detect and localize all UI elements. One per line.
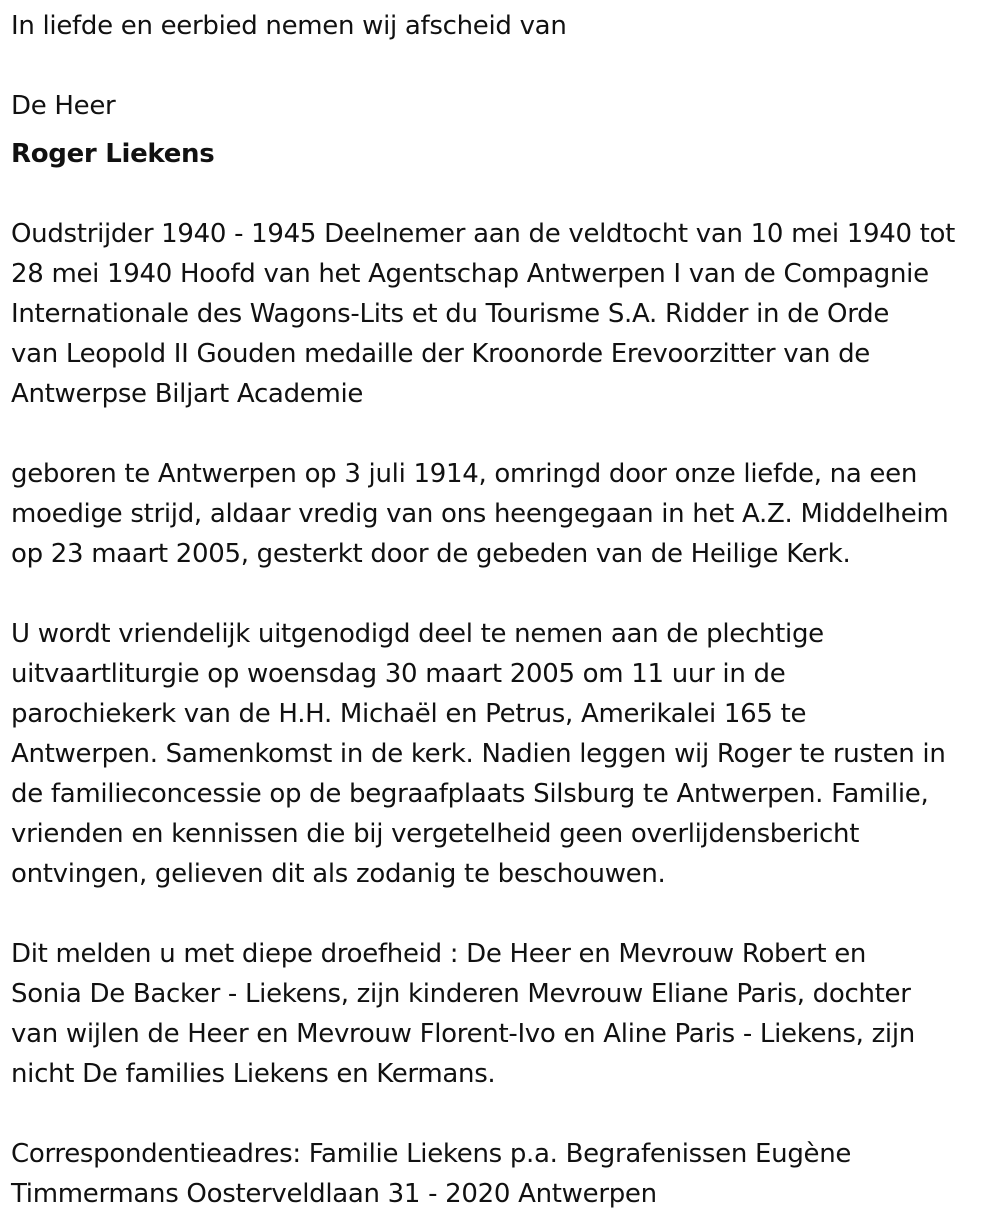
honors-line: Antwerpse Biljart Academie [11, 379, 364, 409]
invitation-line: uitvaartliturgie op woensdag 30 maart 2005 om 11 uur in de [11, 659, 786, 689]
correspondence-line: Timmermans Oosterveldlaan 31 - 2020 Antwerpen [11, 1179, 657, 1209]
birth-death-line: op 23 maart 2005, gesterkt door de gebeden van de Heilige Kerk. [11, 539, 851, 569]
intro-text: In liefde en eerbied nemen wij afscheid van [11, 11, 567, 41]
announcers-line: Dit melden u met diepe droefheid : De Heer en Mevrouw Robert en [11, 939, 867, 969]
correspondence-line: Correspondentieadres: Familie Liekens p.a. Begrafenissen Eugène [11, 1139, 852, 1169]
invitation-line: de familieconcessie op de begraafplaats Silsburg te Antwerpen. Familie, [11, 779, 929, 809]
announcers-line: van wijlen de Heer en Mevrouw Florent-Ivo en Aline Paris - Liekens, zijn [11, 1019, 915, 1049]
announcers-line: Sonia De Backer - Liekens, zijn kinderen Mevrouw Eliane Paris, dochter [11, 979, 911, 1009]
invitation-line: vrienden en kennissen die bij vergetelheid geen overlijdensbericht [11, 819, 860, 849]
invitation-line: U wordt vriendelijk uitgenodigd deel te nemen aan de plechtige [11, 619, 824, 649]
invitation-line: Antwerpen. Samenkomst in de kerk. Nadien leggen wij Roger te rusten in [11, 739, 946, 769]
announcers-line: nicht De families Liekens en Kermans. [11, 1059, 496, 1089]
birth-death-line: geboren te Antwerpen op 3 juli 1914, omringd door onze liefde, na een [11, 459, 918, 489]
deceased-name: Roger Liekens [11, 139, 215, 169]
honors-line: Internationale des Wagons-Lits et du Tourisme S.A. Ridder in de Orde [11, 299, 890, 329]
honors-line: van Leopold II Gouden medaille der Kroonorde Erevoorzitter van de [11, 339, 870, 369]
title-prefix: De Heer [11, 91, 116, 121]
invitation-line: parochiekerk van de H.H. Michaël en Petrus, Amerikalei 165 te [11, 699, 807, 729]
birth-death-line: moedige strijd, aldaar vredig van ons heengegaan in het A.Z. Middelheim [11, 499, 949, 529]
honors-line: 28 mei 1940 Hoofd van het Agentschap Antwerpen I van de Compagnie [11, 259, 929, 289]
honors-line: Oudstrijder 1940 - 1945 Deelnemer aan de veldtocht van 10 mei 1940 tot [11, 219, 956, 249]
invitation-line: ontvingen, gelieven dit als zodanig te beschouwen. [11, 859, 666, 889]
